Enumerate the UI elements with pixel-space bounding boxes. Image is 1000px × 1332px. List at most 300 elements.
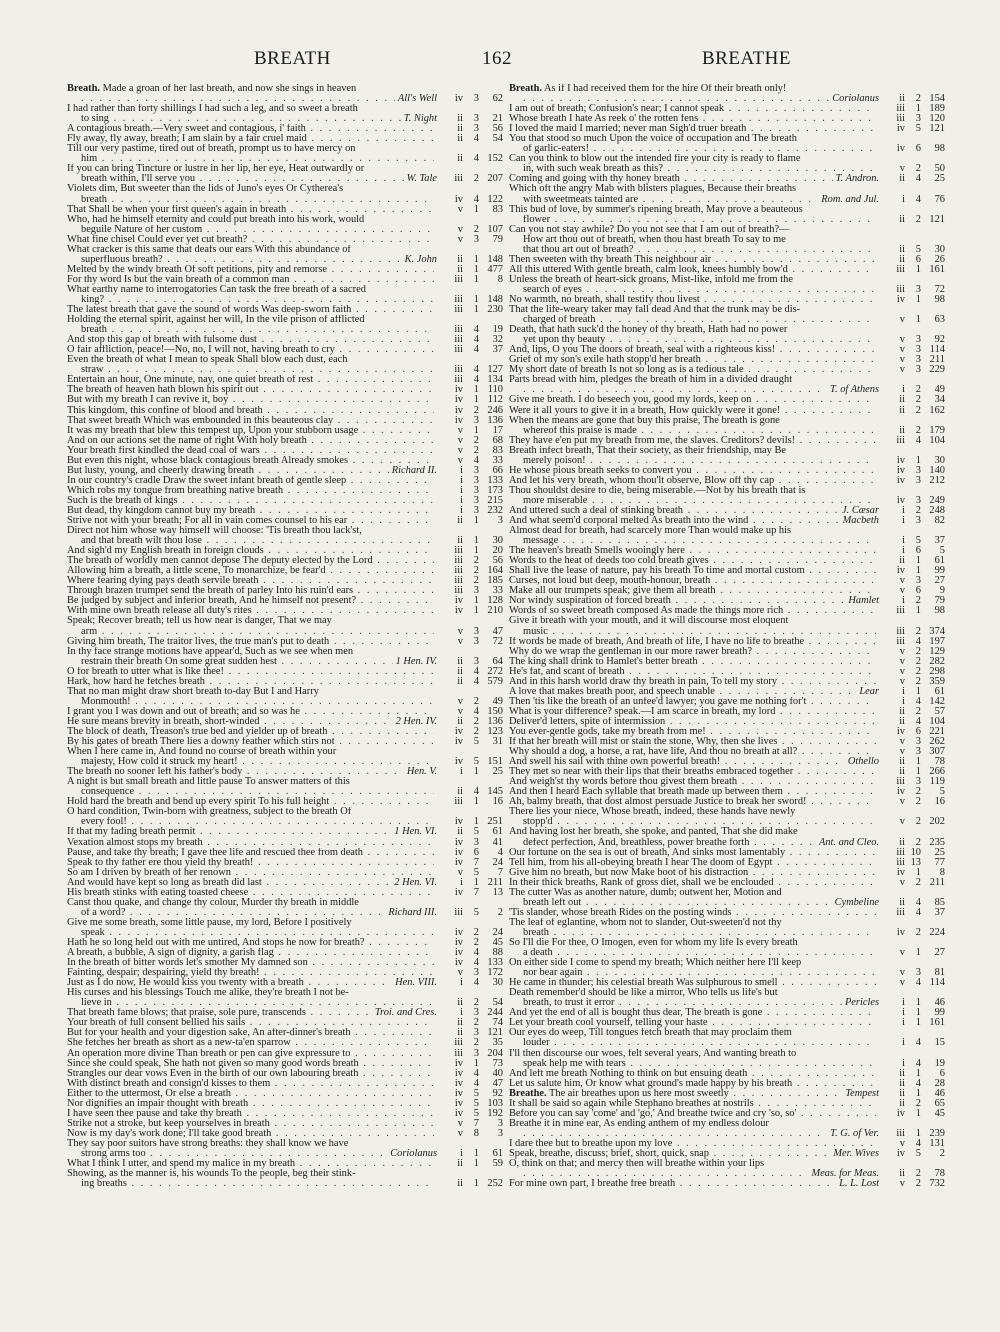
quotation: Before you can say 'come' and 'go,' And breathe twice and cry 'so, so' (509, 1108, 797, 1119)
concordance-line (509, 898, 945, 908)
quotation: All this uttered With gentle breath, calm look, knees humbly bow'd (509, 264, 788, 275)
quotation: Allowing him a breath, a little scene, To monarchize, be fear'd (67, 566, 326, 577)
line-number: 47 (492, 1077, 503, 1089)
quotation-text (67, 1139, 434, 1149)
quotation: O for breath to utter what is like thee! (67, 666, 224, 677)
act-number: iii (896, 635, 905, 647)
act-number: v (457, 424, 463, 436)
concordance-line (67, 687, 503, 697)
line-number: 192 (487, 1107, 503, 1119)
act-number: iv (896, 1107, 905, 1119)
act-number: iii (896, 434, 905, 446)
quotation: Then sweeten with thy breath This neighbour air (509, 254, 712, 265)
quotation-text (67, 928, 434, 938)
quotation-text (67, 94, 395, 104)
quotation: Either to the uttermost, Or else a breath (67, 1088, 231, 1099)
quotation: Breathe it in mine ear, As ending anthem of my endless dolour (509, 1118, 769, 1129)
quotation-text (67, 546, 434, 556)
line-number: 6 (939, 1067, 945, 1079)
play-title: Lear (859, 685, 879, 697)
quotation-text (67, 174, 404, 184)
concordance-line (67, 104, 503, 114)
act-number: iii (454, 344, 463, 356)
quotation-text (67, 868, 434, 878)
line-number: 45 (492, 936, 503, 948)
scene-number: 5 (915, 1147, 921, 1159)
line-number: 148 (487, 293, 503, 305)
quotation: Speak, breathe, discuss; brief, short, quick, snap (509, 1148, 709, 1159)
play-title: Richard II. (391, 464, 437, 476)
quotation-text (67, 1099, 434, 1109)
act-number: ii (457, 515, 463, 527)
quotation-text (509, 406, 876, 416)
scene-number: 2 (915, 665, 921, 677)
act-number: iv (896, 926, 905, 938)
line-number: 104 (929, 715, 945, 727)
quotation: You ever-gentle gods, take my breath from me! (509, 727, 706, 737)
quotation: Nor windy suspiration of forced breath (509, 596, 671, 607)
concordance-line (67, 245, 503, 255)
line-number: 2 (939, 1147, 945, 1159)
quotation-text (509, 154, 876, 164)
concordance-line (67, 436, 503, 446)
concordance-line (67, 184, 503, 194)
quotation-text (67, 838, 434, 848)
act-number: iv (454, 595, 463, 607)
play-title: Richard III. (388, 906, 437, 918)
act-number: v (899, 876, 905, 888)
concordance-line (509, 596, 945, 606)
quotation: So I'll die For thee, O Imogen, even for whom my life Is every breath (509, 937, 798, 948)
concordance-line (67, 817, 503, 827)
concordance-line (509, 697, 945, 707)
quotation-text (509, 998, 842, 1008)
scene-number: 4 (915, 906, 921, 918)
concordance-line (509, 1018, 945, 1028)
concordance-line (509, 908, 945, 918)
quotation: him (81, 154, 98, 165)
quotation-text (509, 1169, 808, 1179)
scene-number: 1 (473, 394, 479, 406)
quotation-text (67, 1119, 434, 1129)
quotation-text (67, 395, 434, 405)
line-number: 114 (929, 977, 945, 989)
line-number: 24 (492, 926, 503, 938)
scene-number: 2 (473, 1037, 479, 1049)
concordance-line (509, 526, 945, 536)
act-number: iii (454, 324, 463, 336)
act-number: v (899, 1178, 905, 1190)
quotation-text (509, 727, 876, 737)
scene-number: 5 (473, 1087, 479, 1099)
line-number: 8 (939, 866, 945, 878)
concordance-line (509, 978, 945, 988)
act-number (879, 375, 905, 385)
quotation-text (509, 707, 876, 717)
quotation-text (509, 1139, 876, 1149)
concordance-line (509, 385, 945, 395)
play-title: K. John (404, 253, 437, 265)
concordance-line (67, 385, 503, 395)
quotation-text (509, 295, 876, 305)
quotation: I am out of breath; Confusion's near; I cannot speak (509, 104, 725, 115)
quotation: With distinct breath and consign'd kisses to them (67, 1078, 271, 1089)
play-title: Hen. VIII. (395, 977, 437, 989)
concordance-line (67, 94, 503, 104)
line-number: 251 (487, 816, 503, 828)
act-number: ii (899, 1097, 905, 1109)
line-number: 61 (492, 826, 503, 838)
act-number: ii (457, 665, 463, 677)
concordance-line (67, 888, 503, 898)
quotation: Entertain an hour, One minute, nay, one quiet breath of rest (67, 375, 314, 386)
scene-number: 2 (473, 726, 479, 737)
quotation-text (67, 807, 434, 817)
quotation: And on our actions set the name of right With holy breath (67, 435, 307, 446)
act-number: i (460, 474, 463, 486)
line-number: 19 (934, 1057, 945, 1069)
act-number: i (902, 515, 905, 527)
quotation: defect perfection, And, breathless, power breathe forth (523, 837, 750, 848)
concordance-line (509, 1028, 945, 1038)
concordance-line (67, 1038, 503, 1048)
quotation-text (509, 767, 876, 777)
play-title: Macbeth (842, 515, 879, 527)
line-number: 83 (492, 444, 503, 456)
quotation: And weigh'st thy words before thou givest them breath (509, 777, 738, 788)
quotation-text (67, 647, 434, 657)
act-number: v (457, 1127, 463, 1139)
concordance-line (509, 707, 945, 717)
scene-number: 5 (915, 123, 921, 135)
act-number: iv (454, 384, 463, 396)
scene-number: 4 (473, 1067, 479, 1079)
quotation: merely poison! (523, 455, 586, 466)
quotation-text (509, 1129, 827, 1139)
concordance-line (509, 948, 945, 958)
quotation: ing breaths (81, 1179, 127, 1190)
act-number: v (899, 977, 905, 989)
line-number: 112 (487, 394, 503, 406)
quotation: A breath, a bubble, A sign of dignity, a garish flag (67, 948, 274, 959)
line-number: 68 (492, 434, 503, 446)
quotation: Be judged by subject and inferior breath, And he himself not present? (67, 596, 357, 607)
scene-number: 4 (473, 665, 479, 677)
quotation: yet upon thy beauty (523, 335, 606, 346)
quotation-text (509, 124, 876, 134)
quotation: with sweetmeats tainted are (523, 194, 639, 205)
quotation: Canst thou quake, and change thy colour, Murder thy breath in middle (67, 897, 359, 908)
act-number: iv (454, 836, 463, 848)
quotation-text (67, 1049, 434, 1059)
scene-number: 2 (915, 675, 921, 687)
line-number: 28 (934, 1077, 945, 1089)
quotation-text (67, 757, 434, 767)
act-number: iii (454, 555, 463, 567)
concordance-line (509, 838, 945, 848)
quotation-text (509, 456, 876, 466)
quotation-text (67, 657, 393, 667)
act-number: iv (896, 494, 905, 506)
quotation-text (509, 787, 876, 797)
line-number: 359 (929, 675, 945, 687)
scene-number: 3 (473, 1027, 479, 1039)
concordance-line (67, 345, 503, 355)
quotation-text (67, 255, 402, 265)
concordance-line (67, 596, 503, 606)
quotation: Through brazen trumpet send the breath of parley Into his ruin'd ears (67, 586, 354, 597)
scene-number: 3 (915, 334, 921, 346)
line-number: 161 (929, 1017, 945, 1029)
quotation-text (509, 687, 856, 697)
act-number: i (902, 193, 905, 205)
line-number: 282 (929, 655, 945, 667)
scene-number: 4 (915, 896, 921, 908)
quotation-text (509, 385, 827, 395)
concordance-line (509, 1049, 945, 1059)
act-number: v (899, 314, 905, 326)
scene-number: 2 (915, 93, 921, 105)
concordance-line (509, 878, 945, 888)
quotation-text (509, 255, 876, 265)
scene-number: 1 (473, 1057, 479, 1069)
line-number: 298 (929, 665, 945, 677)
line-number (921, 184, 945, 194)
scene-number: 6 (915, 545, 921, 557)
quotation: Give him no breath, but now Make boot of his distraction (509, 867, 749, 878)
concordance-line (67, 476, 503, 486)
act-number: i (902, 595, 905, 607)
quotation-text (67, 717, 393, 727)
quotation: Monmouth! (81, 696, 131, 707)
scene-number: 1 (915, 565, 921, 577)
quotation-text (67, 1149, 387, 1159)
scene-number: 3 (473, 414, 479, 426)
quotation: How art thou out of breath, when thou hast breath To say to me (523, 234, 786, 245)
scene-number: 2 (473, 434, 479, 446)
quotation: Our fortune on the sea is out of breath, And sinks most lamentably (509, 847, 786, 858)
scene-number: 1 (915, 685, 921, 697)
act-number: iv (896, 1147, 905, 1159)
act-number: iii (454, 1047, 463, 1059)
quotation: Nor dignifies an impair thought with breath (67, 1098, 249, 1109)
concordance-line (509, 566, 945, 576)
concordance-line (67, 616, 503, 626)
quotation: What cracker is this same that deafs our ears With this abundance of (67, 244, 351, 255)
scene-number: 2 (473, 404, 479, 416)
quotation-text (509, 215, 876, 225)
quotation-text (67, 526, 434, 536)
line-number: 197 (929, 635, 945, 647)
line-number: 25 (934, 173, 945, 185)
scene-number: 3 (473, 123, 479, 135)
line-number: 207 (487, 173, 503, 185)
quotation: With mine own breath release all duty's rites (67, 606, 252, 617)
concordance-line (67, 1129, 503, 1139)
scene-number: 1 (473, 384, 479, 396)
act-number: v (899, 655, 905, 667)
line-number: 128 (487, 595, 503, 607)
quotation-text (509, 265, 876, 275)
concordance-line (67, 647, 503, 657)
act-number: ii (457, 153, 463, 165)
quotation: Even the breath of what I mean to speak Shall blow each dust, each (67, 355, 348, 366)
line-number: 107 (487, 223, 503, 235)
quotation: Fly away, fly away, breath; I am slain by a fair cruel maid (67, 134, 307, 145)
scene-number: 3 (915, 967, 921, 979)
concordance-line (67, 1109, 503, 1119)
quotation: and that breath wilt thou lose (81, 536, 202, 547)
concordance-line (509, 677, 945, 687)
act-number: i (460, 504, 463, 516)
scene-number: 4 (915, 1077, 921, 1089)
line-number: 133 (487, 474, 503, 486)
quotation-text (509, 556, 876, 566)
concordance-line (509, 1109, 945, 1119)
concordance-line (67, 677, 503, 687)
line-number: 33 (492, 585, 503, 597)
line-number (479, 184, 503, 194)
quotation: Grief of my son's exile hath stopp'd her breath (509, 355, 701, 366)
concordance-line (509, 556, 945, 566)
act-number: v (899, 675, 905, 687)
quotation: charged of breath (523, 315, 596, 326)
act-number: v (457, 625, 463, 637)
quotation: There lies your niece, Whose breath, indeed, these hands have newly (509, 807, 796, 818)
act-number: ii (457, 1017, 463, 1029)
line-number: 134 (487, 374, 503, 386)
concordance-line (509, 918, 945, 928)
line-number: 3 (497, 1127, 503, 1139)
quotation: to sing (81, 114, 110, 125)
act-number: iii (454, 565, 463, 577)
act-number: v (899, 344, 905, 356)
scene-number: 3 (915, 113, 921, 125)
line-number: 110 (487, 384, 503, 396)
concordance-line (509, 94, 945, 104)
scene-number: 4 (915, 1057, 921, 1069)
line-number: 72 (492, 635, 503, 647)
quotation-text (67, 727, 434, 737)
concordance-line (67, 838, 503, 848)
line-number: 9 (939, 585, 945, 597)
line-number: 37 (492, 344, 503, 356)
concordance-line (509, 627, 945, 637)
concordance-line (67, 667, 503, 677)
quotation: stopp'd (523, 817, 553, 828)
act-number: i (902, 504, 905, 516)
quotation: And in this harsh world draw thy breath in pain, To tell my story (509, 676, 778, 687)
act-number: iv (454, 193, 463, 205)
line-number: 92 (492, 1087, 503, 1099)
quotation: If that my fading breath permit (67, 827, 196, 838)
quotation: My short date of breath Is not so long as is a tedious tale (509, 365, 744, 376)
concordance-line (67, 797, 503, 807)
concordance-line (67, 1049, 503, 1059)
quotation-text (67, 888, 434, 898)
quotation-text (67, 988, 434, 998)
scene-number: 2 (915, 836, 921, 848)
quotation-text (509, 164, 876, 174)
scene-number: 4 (473, 153, 479, 165)
act-number: iii (454, 293, 463, 305)
quotation-text (67, 1008, 372, 1018)
quotation-text (67, 84, 434, 94)
concordance-line (509, 637, 945, 647)
concordance-line (67, 506, 503, 516)
concordance-line (509, 325, 945, 335)
act-number: iv (454, 756, 463, 768)
line-number: 13 (492, 886, 503, 898)
quotation: That the life-weary taker may fall dead And that the trunk may be dis- (509, 305, 801, 316)
play-title: Troi. and Cres. (374, 1007, 437, 1019)
concordance-line (509, 1139, 945, 1149)
concordance-line (509, 235, 945, 245)
quotation: beguile Nature of her custom (81, 224, 203, 235)
concordance-line (509, 868, 945, 878)
quotation: His breath stinks with eating toasted cheese (67, 887, 249, 898)
line-number: 161 (929, 263, 945, 275)
act-number: v (457, 434, 463, 446)
concordance-line (67, 144, 503, 154)
quotation-text (67, 556, 434, 566)
quotation-text (67, 456, 434, 466)
quotation: So am I driven by breath of her renown (67, 867, 231, 878)
line-number: 54 (492, 997, 503, 1009)
act-number: ii (457, 253, 463, 265)
quotation: You that stood so much Upon the voice of occupation and The breath (509, 134, 797, 145)
scene-number: 2 (915, 786, 921, 798)
quotation-text (509, 345, 876, 355)
concordance-line (509, 134, 945, 144)
quotation-text (509, 1079, 876, 1089)
quotation-text (67, 908, 385, 918)
concordance-line (67, 1089, 503, 1099)
quotation-text (509, 737, 876, 747)
act-number: ii (457, 1027, 463, 1039)
concordance-line (509, 1149, 945, 1159)
quotation-text (67, 616, 434, 626)
quotation: Hark, how hard he fetches breath (67, 676, 205, 687)
quotation: music (523, 626, 548, 637)
quotation: speak (81, 927, 105, 938)
quotation: I have seen thee pause and take thy breath (67, 1108, 242, 1119)
line-number: 142 (929, 695, 945, 707)
quotation: Coming and going with thy honey breath (509, 174, 680, 185)
scene-number: 3 (915, 575, 921, 587)
concordance-line (67, 255, 503, 265)
act-number: i (460, 464, 463, 476)
quotation-text (509, 968, 876, 978)
scene-number: 3 (915, 736, 921, 748)
quotation-text (67, 677, 434, 687)
quotation: Where fearing dying pays death servile breath (67, 576, 259, 587)
scene-number: 3 (473, 1047, 479, 1059)
scene-number: 1 (915, 1127, 921, 1139)
quotation: The cutter Was as another nature, dumb; outwent her, Motion and (509, 887, 782, 898)
scene-number: 5 (473, 1097, 479, 1109)
quotation: For mine own part, I breathe free breath (509, 1179, 676, 1190)
line-number: 64 (492, 655, 503, 667)
concordance-line (67, 787, 503, 797)
concordance-line (67, 576, 503, 586)
quotation: Just as I do now, He would kiss you twenty with a breath (67, 978, 304, 989)
quotation: in, with such weak breath as this? (523, 164, 663, 175)
scene-number: 4 (915, 1037, 921, 1049)
quotation: whereof this praise is made (523, 425, 637, 436)
quotation-text (509, 104, 876, 114)
concordance-line (67, 406, 503, 416)
